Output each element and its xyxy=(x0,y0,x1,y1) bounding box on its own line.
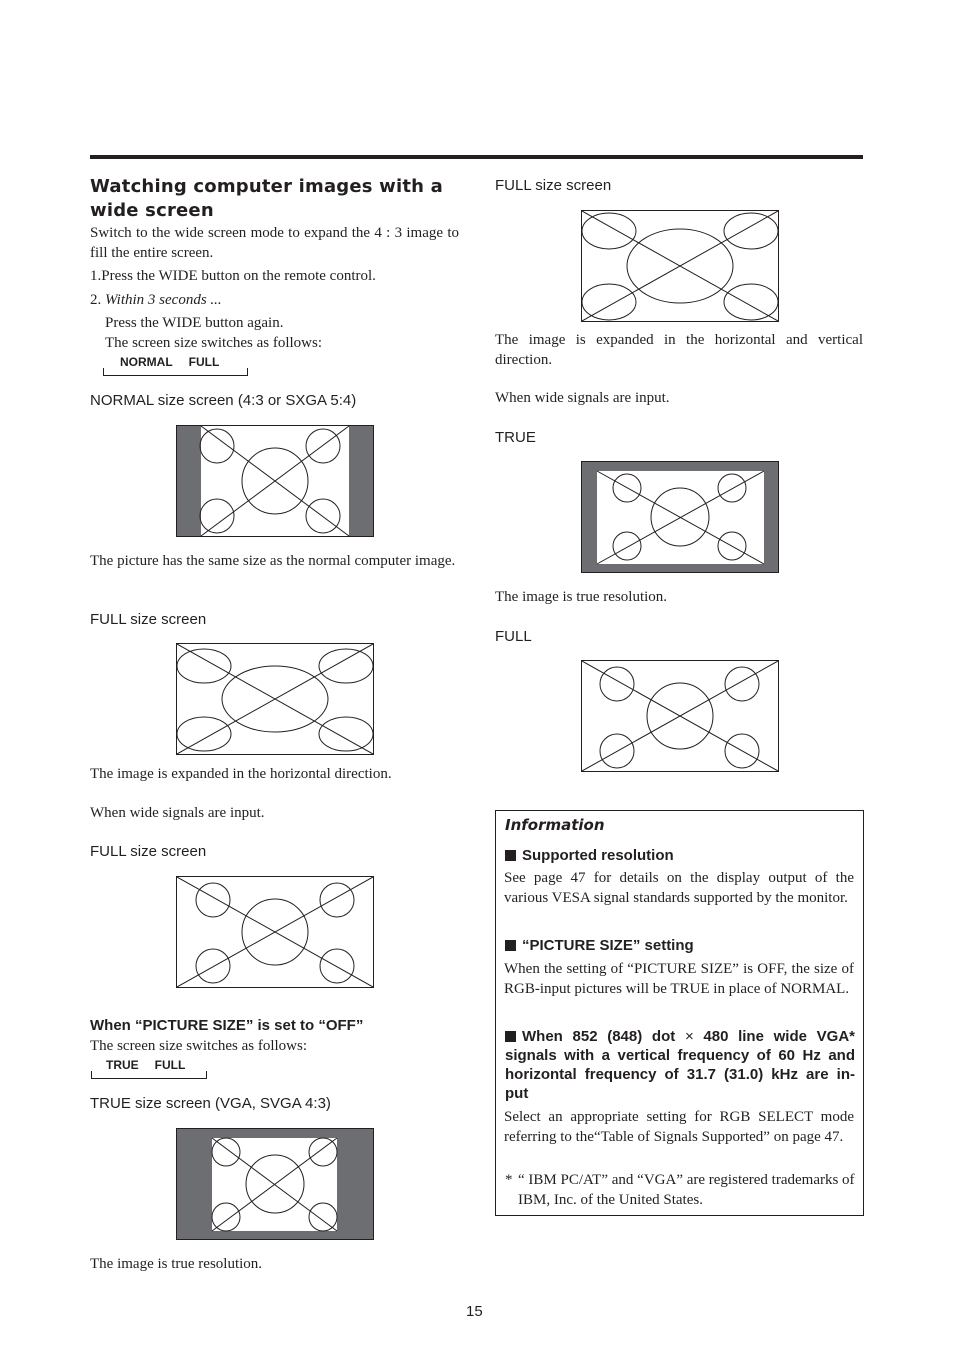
wide-vga-text: Select an appropriate setting for RGB SELECT mode referring to the“Table of Signals Supported” on page 47. xyxy=(504,1109,854,1145)
normal-size-figure xyxy=(176,425,374,537)
information-title: Information xyxy=(505,816,605,834)
right-full-size-desc: The image is expanded in the horizontal and vertical direction. xyxy=(495,332,863,368)
supported-resolution-text: See page 47 for details on the display output of the various VESA signal standards supported by the monitor. xyxy=(504,870,854,906)
right-gray-bar xyxy=(349,426,373,536)
wide-signals-note-1: When wide signals are input. xyxy=(90,805,265,821)
normal-size-label: NORMAL size screen (4:3 or SXGA 5:4) xyxy=(90,392,357,409)
right-true-figure xyxy=(581,461,779,573)
square-bullet-icon xyxy=(505,850,516,861)
full-size-label-2: FULL size screen xyxy=(90,843,207,860)
square-bullet-icon xyxy=(505,1031,516,1042)
picture-size-setting-text: When the setting of “PICTURE SIZE” is OFF, the size of RGB-input pictures will be TRUE in place of NORMAL. xyxy=(504,961,854,997)
supported-resolution-heading: Supported resolution xyxy=(505,846,674,865)
cycle-bracket xyxy=(103,368,248,376)
step-2-line-2: The screen size switches as follows: xyxy=(105,335,323,351)
right-full-figure-2 xyxy=(581,660,779,772)
cycle-sequence-2: TRUE FULL xyxy=(100,1058,191,1072)
picture-size-setting-heading: “PICTURE SIZE” setting xyxy=(505,936,694,955)
right-full-size-figure xyxy=(581,210,779,322)
step-2-line-1: Press the WIDE button again. xyxy=(105,315,284,331)
true-size-desc: The image is true resolution. xyxy=(90,1256,263,1272)
left-gray-bar xyxy=(177,426,201,536)
full-size-figure-1 xyxy=(176,643,374,755)
right-true-label: TRUE xyxy=(495,429,536,446)
step-1: 1.Press the WIDE button on the remote control. xyxy=(90,268,376,284)
right-true-desc: The image is true resolution. xyxy=(495,589,668,605)
top-rule xyxy=(90,155,863,159)
true-size-figure xyxy=(176,1128,374,1240)
square-bullet-icon xyxy=(505,940,516,951)
right-full-label-2: FULL xyxy=(495,628,532,645)
cycle-bracket-2 xyxy=(91,1071,207,1079)
right-full-size-label: FULL size screen xyxy=(495,177,612,194)
intro-paragraph: Switch to the wide screen mode to expand the 4 : 3 image to fill the entire screen. xyxy=(90,225,459,261)
wide-vga-heading: When 852 (848) dot × 480 line wide VGA* signals with a vertical frequency of 60 Hz and horizontal frequency of 31.7 (31.0) kHz are in- put xyxy=(505,1028,855,1102)
picture-size-off-heading: When “PICTURE SIZE” is set to “OFF” xyxy=(90,1017,364,1034)
normal-size-desc: The picture has the same size as the normal computer image. xyxy=(90,553,456,569)
right-wide-signals-note: When wide signals are input. xyxy=(495,390,670,406)
cycle-sequence: NORMAL FULL xyxy=(114,355,225,369)
full-size-figure-2 xyxy=(176,876,374,988)
step-2: 2. Within 3 seconds ... xyxy=(90,292,222,308)
section-heading: Watching computer images with a wide screen xyxy=(90,176,444,221)
true-size-label: TRUE size screen (VGA, SVGA 4:3) xyxy=(90,1095,331,1112)
picture-size-off-desc: The screen size switches as follows: xyxy=(90,1038,308,1054)
full-size-label-1: FULL size screen xyxy=(90,611,207,628)
full-size-desc-1: The image is expanded in the horizontal direction. xyxy=(90,766,392,782)
page-number: 15 xyxy=(466,1303,483,1320)
trademark-footnote: * “ IBM PC/AT” and “VGA” are registered trademarks of IBM, Inc. of the United States. xyxy=(505,1172,855,1208)
